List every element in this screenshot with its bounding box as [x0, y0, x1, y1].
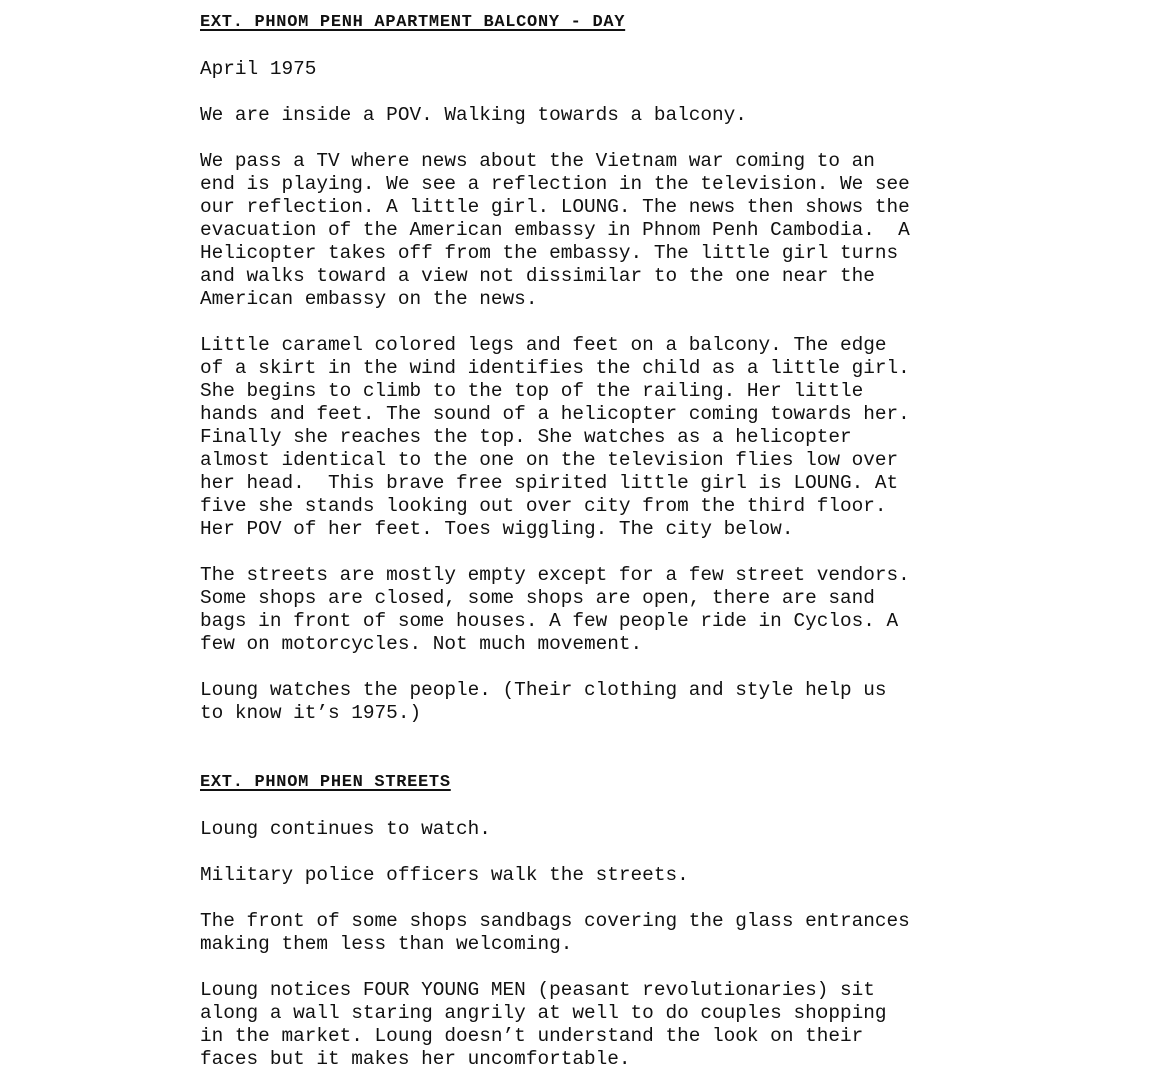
- action-paragraph: Loung continues to watch.: [200, 818, 491, 840]
- action-paragraph: April 1975: [200, 58, 317, 80]
- scene-1-action: [200, 35, 910, 725]
- scene-2-action: [200, 795, 910, 1071]
- action-paragraph: The front of some shops sandbags covering the glass entrances making them less than welcoming.: [200, 910, 910, 955]
- action-paragraph: Loung watches the people. (Their clothing and style help us to know it’s 1975.): [200, 679, 887, 724]
- action-paragraph: We pass a TV where news about the Vietnam war coming to an end is playing. We see a reflection in the television. We see our reflection. A little girl. LOUNG. The news then shows the evacuation of the American embassy in Phnom Penh Cambodia. A Helicopter takes off from the embassy. The little girl turns and walks toward a view not dissimilar to the one near the American embassy on the news.: [200, 150, 910, 310]
- action-paragraph: Loung notices FOUR YOUNG MEN (peasant revolutionaries) sit along a wall staring angrily at well to do couples shopping in the market. Loung doesn’t understand the look on their faces but it makes her uncomfortable.: [200, 979, 887, 1070]
- action-paragraph: The streets are mostly empty except for a few street vendors. Some shops are closed, some shops are open, there are sand bags in front of some houses. A few people ride in Cyclos. A few on motorcycles. Not much movement.: [200, 564, 910, 655]
- action-paragraph: Little caramel colored legs and feet on a balcony. The edge of a skirt in the wind identifies the child as a little girl. She begins to climb to the top of the railing. Her little hands and feet. The sound of a helicopter coming towards her. Finally she reaches the top. She watches as a helicopter almost identical to the one on the television flies low over her head. This brave free spirited little girl is LOUNG. At five she stands looking out over city from the third floor. Her POV of her feet. Toes wiggling. The city below.: [200, 334, 910, 540]
- scene-heading: EXT. PHNOM PHEN STREETS: [200, 773, 451, 792]
- action-paragraph: We are inside a POV. Walking towards a balcony.: [200, 104, 747, 126]
- action-paragraph: Military police officers walk the streets.: [200, 864, 689, 886]
- scene-heading: EXT. PHNOM PENH APARTMENT BALCONY - DAY: [200, 13, 626, 32]
